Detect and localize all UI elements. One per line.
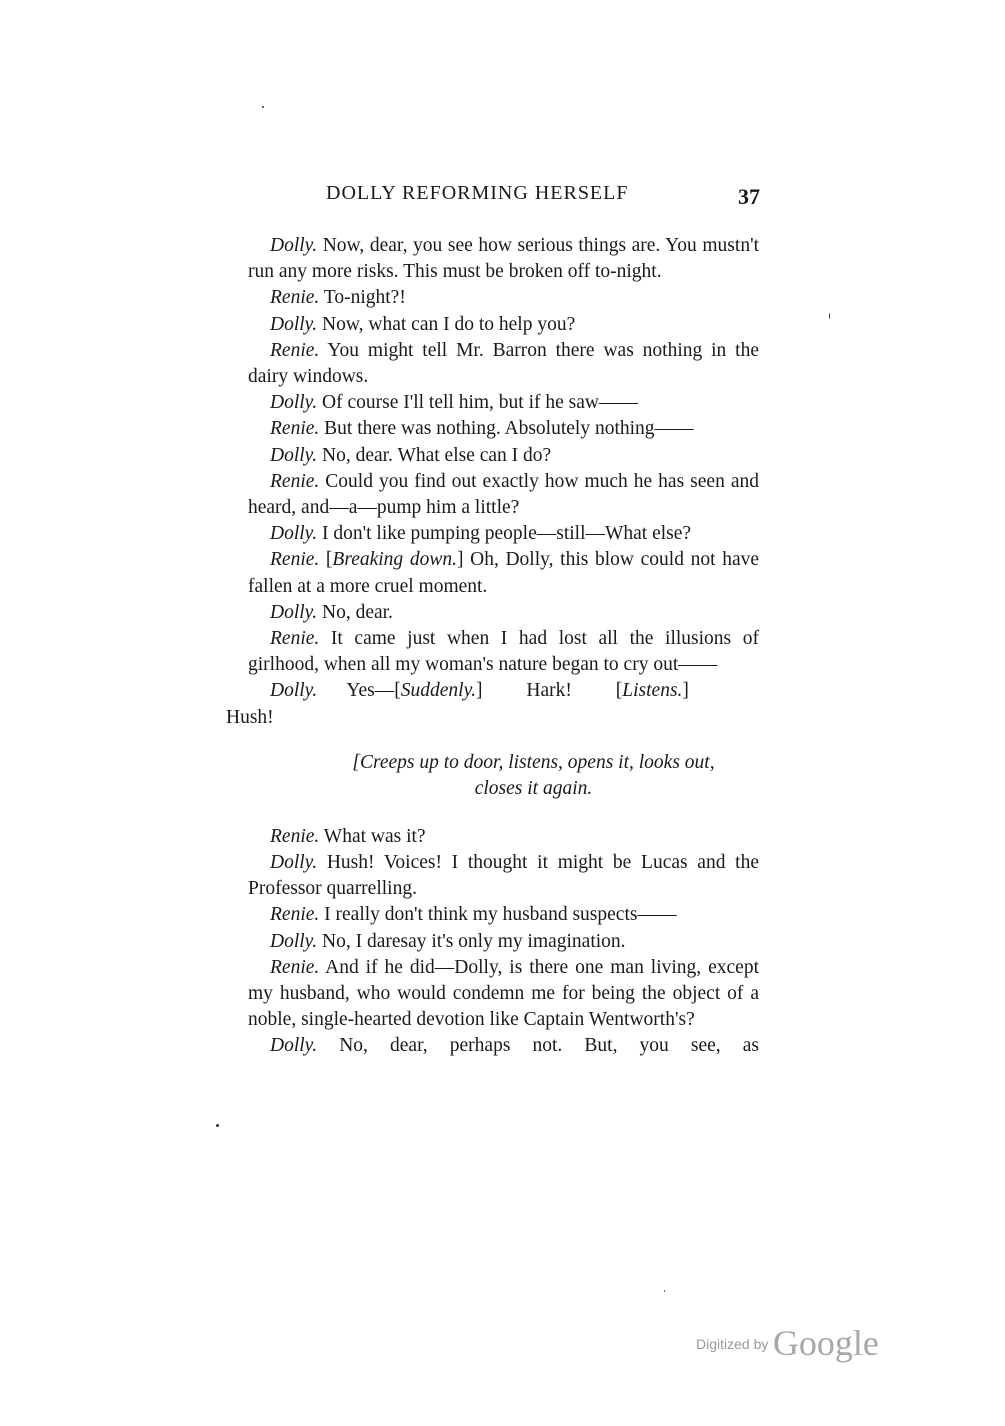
speaker-name: Renie. (270, 628, 320, 650)
line-text: It came just when I had lost all the illusions of girlhood, when all my woman's nature began to cry out—— (248, 628, 759, 676)
speaker-name: Dolly. (270, 313, 318, 335)
line-text: But there was nothing. Absolutely nothing—— (319, 418, 694, 440)
digitized-watermark (696, 1322, 879, 1364)
inline-stage-direction: Listens. (622, 680, 683, 702)
scan-speck (216, 1124, 219, 1127)
line-text: Hark! (526, 680, 572, 702)
speaker-name: Dolly. (270, 392, 318, 414)
dialogue-line (248, 1033, 759, 1059)
dialogue-line (248, 338, 759, 390)
speaker-name: Renie. (270, 287, 320, 309)
speaker-name: Dolly. (270, 235, 318, 256)
dialogue-line (248, 285, 759, 311)
speaker-name: Dolly. (270, 601, 318, 623)
dialogue-line (248, 469, 759, 521)
page-header (248, 180, 760, 214)
dialogue-line (248, 850, 759, 902)
dialogue-line (248, 929, 759, 955)
line-text: You might tell Mr. Barron there was nothing in the dairy windows. (248, 339, 759, 388)
inline-stage-direction: Suddenly. (400, 680, 477, 702)
dialogue-line (248, 626, 759, 678)
inline-stage-direction: Breaking down. (332, 549, 457, 571)
dialogue-line (248, 443, 759, 469)
stage-direction (248, 750, 759, 802)
dialogue-body (226, 233, 760, 1060)
dialogue-line (248, 547, 759, 599)
line-text: What was it? (319, 825, 426, 847)
speaker-name: Dolly. (270, 852, 318, 874)
line-text: No, dear. (317, 601, 393, 623)
line-text: Hush! (226, 706, 274, 728)
dialogue-line (248, 600, 759, 626)
dialogue-line (248, 390, 759, 416)
speaker-name: Renie. (270, 549, 320, 571)
line-text: I really don't think my husband suspects—— (319, 904, 677, 926)
speaker-name: Dolly. (270, 523, 318, 545)
speaker-name: Renie. (270, 418, 320, 440)
line-text: Now, dear, you see how serious things are. You mustn't run any more risks. This must be broken off to-night. (248, 235, 759, 283)
line-text: No, dear, perhaps not. But, you see, as (317, 1035, 759, 1057)
speaker-name: Dolly. (270, 1035, 318, 1057)
dialogue-line (248, 824, 759, 850)
dialogue-line (248, 416, 759, 442)
dialogue-line (248, 902, 759, 928)
speaker-name: Dolly. (270, 930, 318, 952)
speaker-name: Dolly. (270, 680, 318, 702)
stage-direction-line: closes it again. (474, 777, 593, 799)
line-text: I don't like pumping people—still—What else? (317, 523, 692, 545)
line-text: Hush! Voices! I thought it might be Lucas and the Professor quarrelling. (248, 852, 759, 900)
speaker-name: Renie. (270, 825, 320, 847)
bracket-close: ] (682, 680, 689, 702)
bracket-close: ] (476, 680, 483, 702)
scan-speck (262, 106, 264, 108)
dialogue-line (248, 233, 759, 285)
speaker-name: Renie. (270, 956, 320, 978)
speaker-name: Renie. (270, 470, 320, 492)
dialogue-line (248, 521, 759, 547)
line-text: To-night?! (319, 287, 406, 309)
watermark-prefix: Digitized by (696, 1336, 769, 1352)
scan-speck (829, 313, 830, 319)
line-text: ] Oh, Dolly, this blow could not have fallen at a more cruel moment. (248, 549, 760, 597)
speaker-name: Renie. (270, 904, 320, 926)
line-text: No, I daresay it's only my imagination. (317, 930, 626, 952)
dialogue-line-hark (226, 678, 759, 730)
line-text: Now, what can I do to help you? (317, 313, 576, 335)
line-text: Yes—[ (346, 680, 401, 702)
stage-direction-line: [Creeps up to door, listens, opens it, looks out, (352, 751, 715, 773)
running-title: DOLLY REFORMING HERSELF (326, 182, 629, 204)
dialogue-line (248, 955, 759, 1034)
line-text: Could you find out exactly how much he has seen and heard, and—a—pump him a little? (248, 470, 759, 519)
speaker-name: Renie. (270, 339, 320, 361)
page-number: 37 (738, 184, 760, 209)
line-text: No, dear. What else can I do? (317, 444, 552, 466)
google-logo: Google (772, 1323, 879, 1363)
line-text: Of course I'll tell him, but if he saw—— (317, 392, 638, 414)
line-text: And if he did—Dolly, is there one man living, except my husband, who would condemn me for being the object of a noble, single-hearted devotion like Captain Wentworth's? (248, 956, 759, 1031)
bracket-open: [ (615, 680, 623, 702)
bracket-open: [ (319, 549, 333, 571)
scan-speck (664, 1290, 665, 1292)
speaker-name: Dolly. (270, 444, 318, 466)
dialogue-line (248, 312, 759, 338)
